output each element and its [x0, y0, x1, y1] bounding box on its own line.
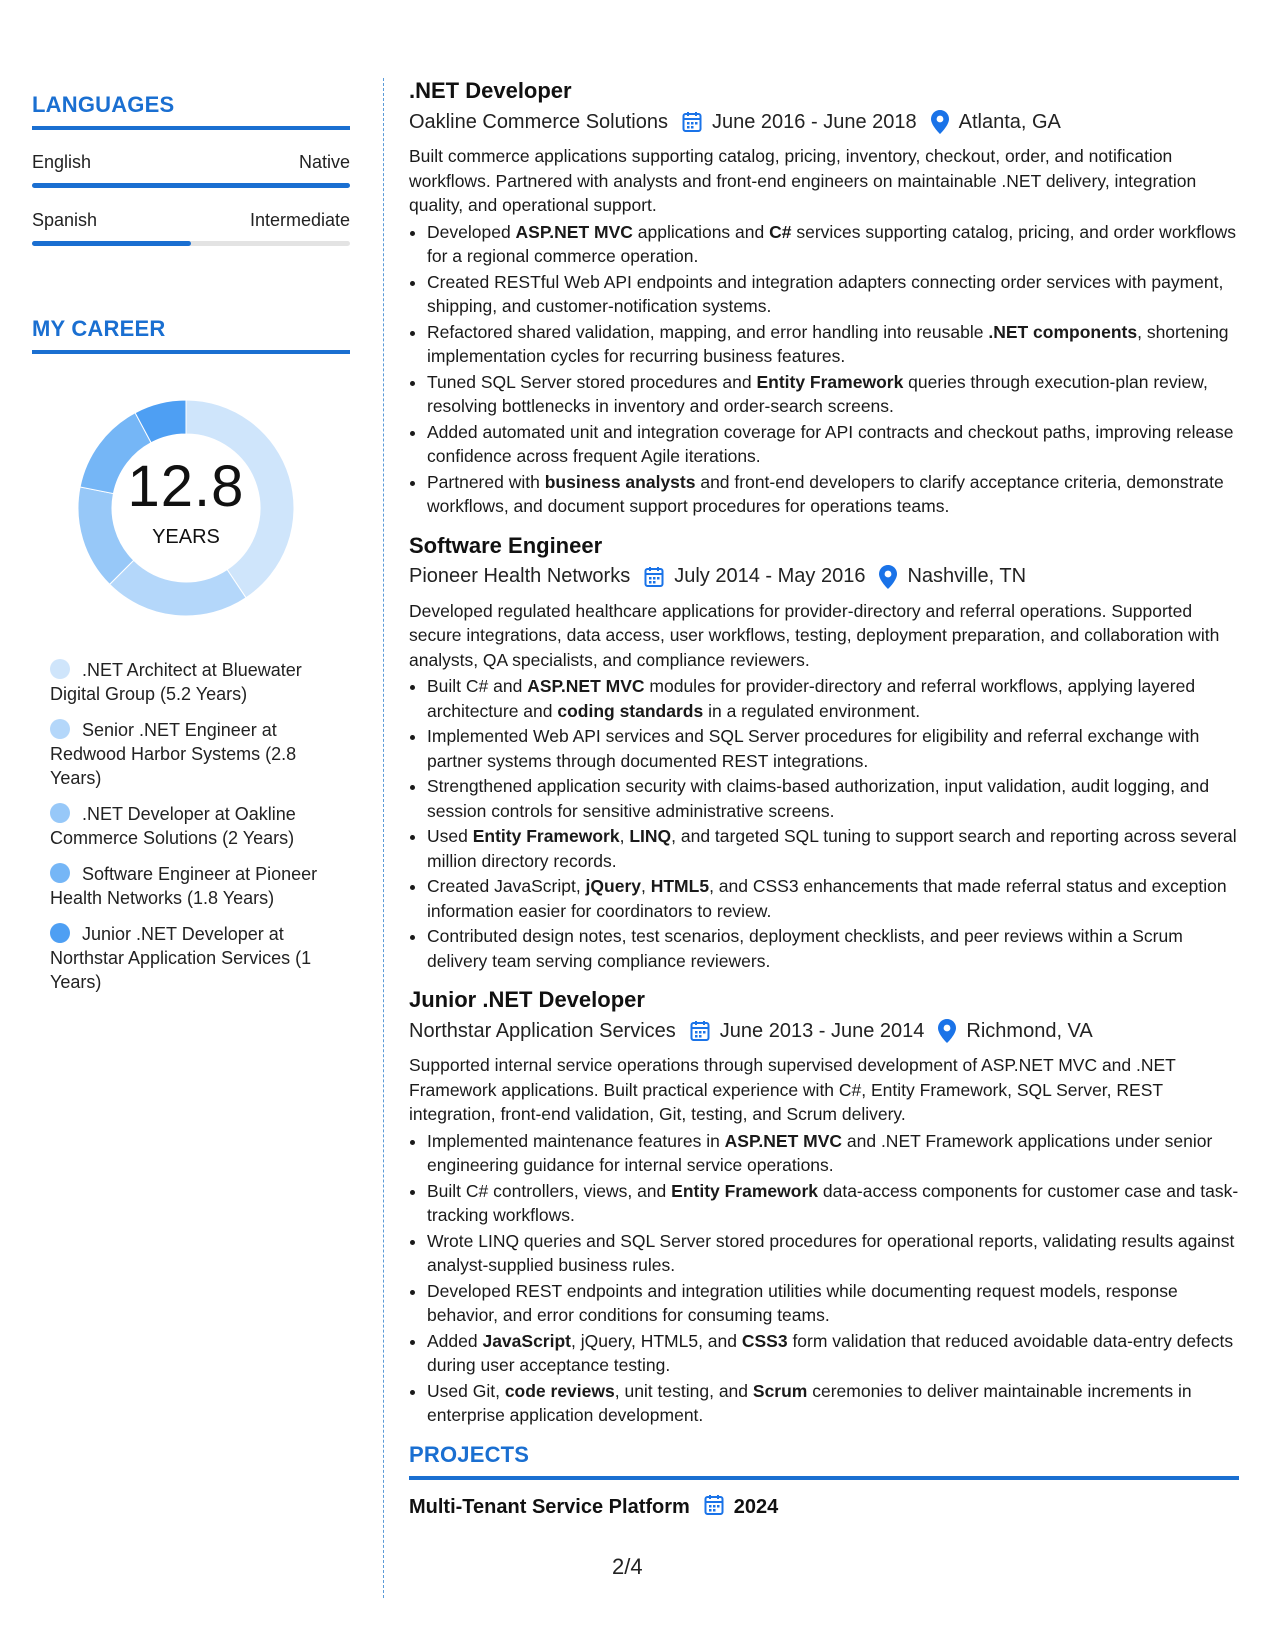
languages-heading: LANGUAGES	[32, 92, 350, 130]
job-bullet	[427, 420, 1239, 469]
job-bullet	[427, 1279, 1239, 1328]
bullet-text: Tuned SQL Server stored procedures and	[427, 371, 757, 392]
projects-list	[409, 1494, 1239, 1522]
job-entry-junior-net-developer	[409, 987, 1239, 1428]
calendar-icon	[682, 111, 702, 133]
bullet-keyword: .NET components	[988, 321, 1138, 342]
bullet-text: Added	[427, 1330, 483, 1351]
language-line	[32, 152, 350, 173]
bullet-text: Developed	[427, 221, 516, 242]
job-bullet	[427, 320, 1239, 369]
calendar-icon	[704, 1494, 724, 1522]
legend-dot	[50, 923, 70, 943]
job-meta	[409, 565, 1239, 589]
projects-heading: PROJECTS	[409, 1442, 1239, 1480]
language-level: Intermediate	[249, 210, 350, 230]
page-number: 2/4	[612, 1554, 643, 1579]
bullet-keyword: Entity Framework	[472, 826, 620, 846]
job-bullet	[427, 724, 1239, 773]
bullet-text: , jQuery, HTML5, and	[571, 1330, 742, 1351]
job-location: Atlanta, GA	[958, 110, 1061, 133]
bullet-text: applications and	[632, 221, 770, 242]
job-bullet	[427, 774, 1239, 823]
bullet-text: Implemented Web API services and SQL Server procedures for eligibility and referral exchange with partner systems through documented REST integrations.	[427, 726, 1200, 771]
language-proficiency-fill	[32, 183, 350, 188]
languages-list	[32, 152, 350, 246]
legend-item	[50, 718, 340, 790]
bullet-text: ,	[619, 826, 630, 846]
donut-center	[66, 388, 306, 628]
bullet-text: and .NET Framework applications under senior engineering guidance for internal service operations.	[427, 1130, 1213, 1175]
career-section	[32, 316, 350, 994]
job-meta	[409, 1019, 1239, 1043]
language-name: Spanish	[32, 210, 98, 230]
bullet-text: Added automated unit and integration coverage for API contracts and checkout paths, improving release confidence across frequent Agile iterations.	[427, 421, 1234, 466]
location-pin-icon	[931, 110, 949, 134]
bullet-keyword: LINQ	[629, 826, 672, 846]
bullet-text: ceremonies to deliver maintainable increments in enterprise application development.	[427, 1380, 1192, 1425]
job-bullet	[427, 824, 1239, 873]
bullet-text: queries through execution-plan review, resolving bottlenecks in inventory and order-search screens.	[427, 371, 1208, 416]
bullet-keyword: CSS3	[741, 1330, 788, 1351]
experience-list	[409, 78, 1239, 1428]
job-company: Northstar Application Services	[409, 1019, 676, 1042]
bullet-keyword: JavaScript	[482, 1330, 571, 1351]
legend-item	[50, 862, 340, 910]
bullet-keyword: code reviews	[504, 1380, 615, 1401]
job-bullets	[409, 1129, 1239, 1428]
job-entry-software-engineer	[409, 533, 1239, 974]
calendar-icon	[644, 566, 664, 588]
bullet-text: Implemented maintenance features in	[427, 1130, 725, 1151]
bullet-text: , and targeted SQL tuning to support search and reporting across several million directory records.	[427, 826, 1237, 871]
legend-item	[50, 658, 340, 706]
legend-item	[50, 802, 340, 850]
bullet-text: Refactored shared validation, mapping, and error handling into reusable	[427, 321, 989, 342]
total-years-value: 12.8	[127, 454, 245, 519]
location-pin-icon	[879, 565, 897, 589]
bullet-text: Partnered with	[427, 471, 545, 492]
job-title: Junior .NET Developer	[409, 987, 645, 1012]
bullet-text: Contributed design notes, test scenarios, deployment checklists, and peer reviews within a Scrum delivery team serving compliance reviewers.	[427, 926, 1183, 971]
bullet-text: Built C# controllers, views, and	[427, 1180, 672, 1201]
project-year: 2024	[733, 1496, 779, 1518]
project-name: Multi-Tenant Service Platform	[409, 1496, 690, 1518]
bullet-text: Created JavaScript,	[427, 876, 586, 896]
job-company: Oakline Commerce Solutions	[409, 110, 668, 133]
language-name: English	[32, 152, 92, 172]
language-row-spanish	[32, 210, 350, 246]
total-years-unit: YEARS	[152, 526, 220, 548]
legend-label: Senior .NET Engineer at Redwood Harbor Systems (2.8 Years)	[50, 720, 297, 788]
bullet-keyword: business analysts	[544, 471, 696, 492]
job-bullet	[427, 874, 1239, 923]
job-bullet	[427, 1229, 1239, 1278]
bullet-text: Created RESTful Web API endpoints and integration adapters connecting order services with payment, shipping, and customer-notification systems.	[427, 271, 1224, 316]
legend-dot	[50, 659, 70, 679]
job-bullet	[427, 1379, 1239, 1428]
bullet-keyword: jQuery	[585, 876, 641, 896]
job-bullet	[427, 674, 1239, 723]
projects-section	[409, 1442, 1239, 1522]
job-bullets	[409, 674, 1239, 973]
job-bullet	[427, 370, 1239, 419]
job-company: Pioneer Health Networks	[409, 565, 631, 587]
job-dates: July 2014 - May 2016	[674, 565, 866, 587]
main-column	[409, 78, 1239, 1522]
bullet-keyword: C#	[769, 221, 792, 242]
bullet-keyword: HTML5	[650, 876, 710, 896]
job-bullet	[427, 1179, 1239, 1228]
job-bullet	[427, 924, 1239, 973]
job-bullet	[427, 1129, 1239, 1178]
bullet-text: data-access components for customer case and task-tracking workflows.	[427, 1180, 1239, 1225]
bullet-keyword: ASP.NET MVC	[724, 1130, 843, 1151]
language-line	[32, 210, 350, 231]
legend-dot	[50, 803, 70, 823]
bullet-text: in a regulated environment.	[703, 700, 921, 721]
bullet-text: ,	[641, 876, 651, 896]
bullet-keyword: Scrum	[752, 1380, 808, 1401]
bullet-text: Strengthened application security with claims-based authorization, input validation, audit logging, and session controls for sensitive administrative screens.	[427, 776, 1210, 821]
calendar-icon	[690, 1020, 710, 1042]
language-proficiency-bar	[32, 241, 350, 246]
bullet-text: Built C# and	[427, 676, 528, 696]
career-heading: MY CAREER	[32, 316, 350, 354]
legend-label: Software Engineer at Pioneer Health Networks (1.8 Years)	[50, 864, 318, 908]
project-row	[409, 1494, 1239, 1522]
bullet-text: modules for provider-directory and referral workflows, applying layered architecture and	[427, 676, 1196, 721]
bullet-text: Used	[427, 826, 473, 846]
bullet-keyword: coding standards	[557, 700, 704, 721]
bullet-text: services supporting catalog, pricing, and order workflows for a regional commerce operation.	[427, 221, 1236, 266]
location-pin-icon	[938, 1019, 956, 1043]
bullet-keyword: ASP.NET MVC	[527, 676, 645, 696]
legend-dot	[50, 719, 70, 739]
job-bullet	[427, 470, 1239, 519]
job-dates: June 2013 - June 2014	[719, 1019, 925, 1042]
job-meta	[409, 110, 1239, 134]
job-description: Built commerce applications supporting catalog, pricing, inventory, checkout, order, and notification workflows. Partnered with analysts and front-end engineers on maintainable .NET delivery, integration quality, and operational support.	[409, 146, 1197, 215]
language-row-english	[32, 152, 350, 188]
bullet-text: , shortening implementation cycles for recurring business features.	[427, 321, 1229, 366]
career-legend	[50, 658, 340, 994]
legend-label: .NET Architect at Bluewater Digital Group (5.2 Years)	[50, 660, 302, 704]
language-proficiency-bar	[32, 183, 350, 188]
legend-label: .NET Developer at Oakline Commerce Solutions (2 Years)	[50, 804, 296, 848]
bullet-text: and front-end developers to clarify acceptance criteria, demonstrate workflows, and document support procedures for operations teams.	[427, 471, 1224, 516]
bullet-keyword: ASP.NET MVC	[515, 221, 633, 242]
bullet-keyword: Entity Framework	[671, 1180, 818, 1201]
bullet-text: form validation that reduced avoidable data-entry defects during user acceptance testing.	[427, 1330, 1234, 1375]
column-divider	[383, 78, 384, 1598]
job-location: Nashville, TN	[907, 565, 1027, 587]
job-bullet	[427, 270, 1239, 319]
job-bullet	[427, 1329, 1239, 1378]
career-donut-chart	[66, 388, 306, 628]
sidebar	[32, 92, 350, 1006]
language-level: Native	[298, 152, 350, 172]
legend-item	[50, 922, 340, 994]
legend-dot	[50, 863, 70, 883]
job-dates: June 2016 - June 2018	[712, 110, 917, 133]
bullet-text: , and CSS3 enhancements that made referral status and exception information easier for coordinators to review.	[427, 876, 1227, 921]
bullet-text: Wrote LINQ queries and SQL Server stored procedures for operational reports, validating results against analyst-supplied business rules.	[427, 1230, 1235, 1275]
bullet-text: Developed REST endpoints and integration utilities while documenting request models, response behavior, and error conditions for consuming teams.	[427, 1280, 1178, 1325]
job-bullet	[427, 220, 1239, 269]
language-proficiency-fill	[32, 241, 191, 246]
bullet-keyword: Entity Framework	[756, 371, 904, 392]
job-entry-net-developer	[409, 78, 1239, 519]
job-title: Software Engineer	[409, 532, 603, 558]
bullet-text: Used Git,	[427, 1380, 505, 1401]
legend-label: Junior .NET Developer at Northstar Application Services (1 Years)	[50, 924, 312, 992]
job-title: .NET Developer	[409, 78, 572, 103]
job-description: Developed regulated healthcare applications for provider-directory and referral operations. Supported secure integrations, data access, user workflows, testing, deployment preparation, and collaboration with analysts, QA specialists, and compliance reviewers.	[409, 600, 1220, 670]
job-location: Richmond, VA	[966, 1019, 1093, 1042]
bullet-text: , unit testing, and	[614, 1380, 753, 1401]
job-bullets	[409, 220, 1239, 519]
job-description: Supported internal service operations through supervised development of ASP.NET MVC and .NET Framework applications. Built practical experience with C#, Entity Framework, SQL Server, REST integration, front-end validation, Git, testing, and Scrum delivery.	[409, 1055, 1176, 1124]
